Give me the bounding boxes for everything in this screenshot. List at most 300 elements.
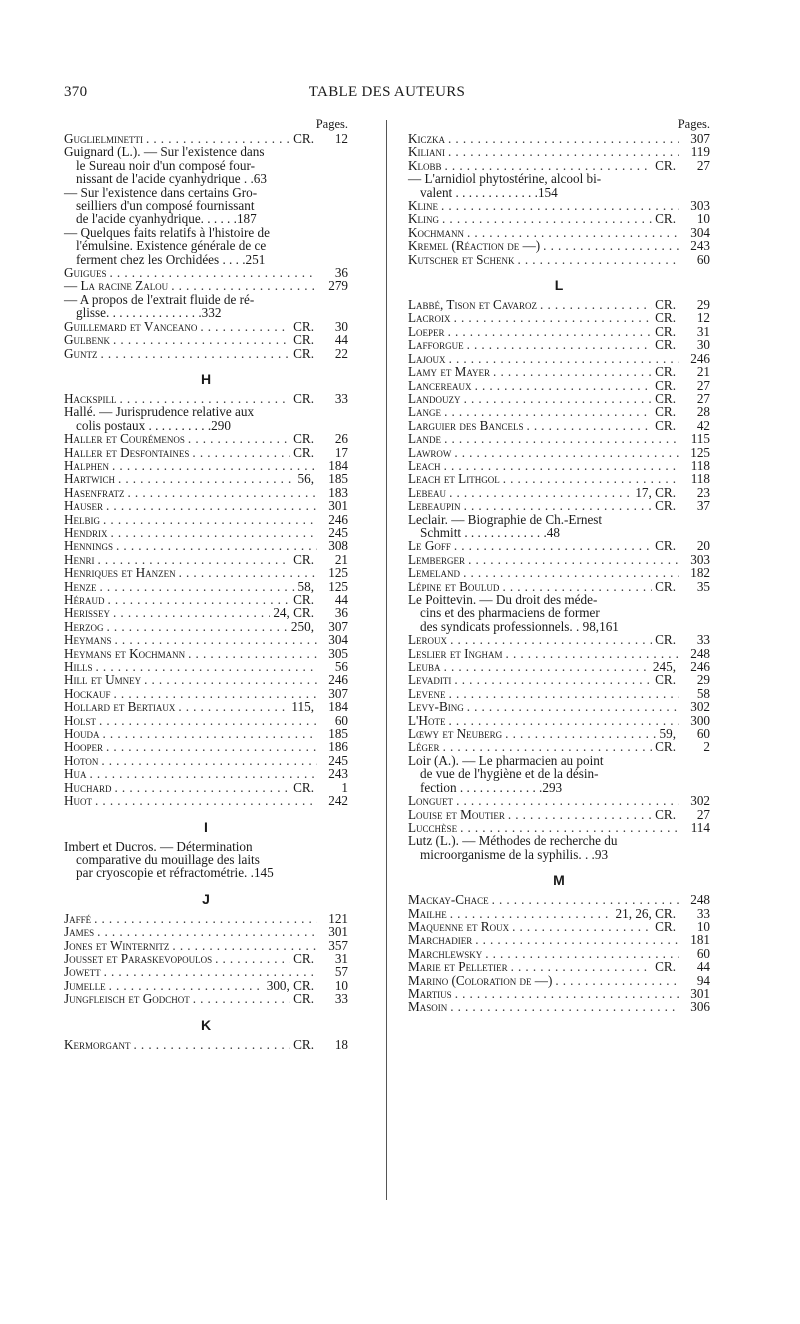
author-name: Henze [64,578,97,594]
dot-leader [215,952,290,965]
page-ref: 301 [690,985,710,1001]
page-ref: 161 [599,618,619,634]
entry-text: Lutz (L.). — Méthodes de recherche du [408,833,618,849]
index-entry [408,660,710,673]
page-ref: 307 [328,685,348,701]
index-entry [64,553,348,566]
author-name: Kiliani [408,144,446,160]
index-entry [64,912,348,925]
index-entry-multiline [408,834,710,861]
dot-leader [454,446,679,459]
page-ref: 184 [328,457,348,473]
page-ref: 293 [542,779,563,795]
index-entry [408,352,710,365]
page-ref: 21 [696,364,710,380]
dot-leader [113,333,290,346]
index-entry [408,432,710,445]
index-entry [64,513,348,526]
entry-mark: CR. [655,157,676,173]
index-entry [408,987,710,1000]
entry-text-line [64,293,348,306]
dot-leader [101,754,317,767]
page-ref: 245 [328,524,348,540]
author-name: Hackspill [64,390,117,406]
author-name: Kline [408,198,439,214]
index-entry [64,320,348,333]
entry-mark: CR. [293,332,314,348]
page-ref: 35 [696,578,710,594]
index-entry [64,965,348,978]
author-name: Kochmann [408,224,465,240]
author-name: Jaffé [64,910,92,926]
dot-leader [178,700,288,713]
dot-leader [442,212,652,225]
index-entry-multiline [408,593,710,633]
index-entry [408,379,710,392]
index-entry-multiline [408,754,710,794]
dot-leader [450,633,652,646]
author-name: Martius [408,985,452,1001]
pages-label: Pages. [677,117,710,131]
dot-leader [485,947,679,960]
index-entry [64,714,348,727]
page-ref: 18 [334,1036,348,1052]
entry-mark: CR. [655,498,676,514]
page-ref: 33 [696,905,710,921]
page-ref: 300 [690,712,710,728]
page-ref: 44 [334,592,348,607]
index-entry [64,727,348,740]
entry-mark: CR. [655,918,676,934]
page-ref: 10 [696,211,710,227]
page-ref: 118 [690,457,710,473]
entry-text-line [64,239,348,252]
dot-leader [200,320,290,333]
page-ref: 332 [201,305,222,321]
index-entry [408,499,710,512]
page-ref: 10 [696,918,710,934]
page-ref: 94 [696,972,710,988]
page-ref: 301 [328,924,348,940]
index-entry [64,486,348,499]
entry-mark: 24, CR. [273,605,314,621]
dot-leader [106,740,317,753]
dot-leader [543,239,679,252]
index-entry [64,279,348,292]
dot-leader [449,687,679,700]
entry-text-line [408,781,710,794]
entry-text-line [64,172,348,185]
page-ref: 115 [690,431,710,447]
page-ref: 60 [334,712,348,728]
page-ref: 186 [328,739,348,755]
entry-text: fection . . . . . . . . . . . . . [420,779,543,795]
author-name: Levene [408,685,446,701]
index-entry [408,933,710,946]
author-name: Jungfleisch et Godchot [64,991,190,1007]
dot-leader [118,472,295,485]
index-entry [408,687,710,700]
index-entry [408,673,710,686]
entry-mark: CR. [655,297,676,313]
page-ref: 145 [253,865,274,881]
dot-leader [115,633,317,646]
index-entry [408,486,710,499]
page-ref: 181 [690,932,710,948]
dot-leader [464,499,653,512]
page-ref: 290 [211,417,231,433]
entry-text: Hallé. — Jurisprudence relative aux [64,404,255,420]
page-ref: 22 [334,345,348,361]
page-ref: 187 [236,211,257,227]
entry-mark: CR. [655,211,676,227]
entry-text: nissant de l'acide cyanhydrique . . [76,171,254,187]
dot-leader [172,939,317,952]
dot-leader [94,912,317,925]
entry-mark: CR. [655,806,676,822]
dot-leader [114,687,317,700]
page-ref: 93 [594,846,609,862]
page-ref: 26 [334,431,348,447]
index-entry-multiline [64,840,348,880]
page-ref: 36 [334,265,348,281]
dot-leader [146,132,290,145]
entry-text-line [408,606,710,619]
author-name: Lancereaux [408,377,472,393]
page-ref: 114 [690,819,710,835]
author-name: Hooper [64,739,104,755]
entry-text: — Quelques faits relatifs à l'histoire de [64,224,270,240]
page-ref: 184 [328,699,348,715]
dot-leader [463,566,679,579]
entry-text: Schmitt . . . . . . . . . . . . . [420,524,547,540]
page-ref: 2 [703,739,710,755]
page-ref: 30 [696,337,710,353]
index-entry [64,580,348,593]
dot-leader [454,311,653,324]
entry-mark: 300, CR. [266,977,314,993]
page-ref: 248 [690,645,710,661]
author-name: Lajoux [408,350,446,366]
dot-leader [444,660,650,673]
dot-leader [511,960,652,973]
author-name: Hoton [64,752,99,768]
dot-leader [444,459,679,472]
author-name: Hendrix [64,524,108,540]
index-entry [408,974,710,987]
author-name: — La racine Zalou [64,278,169,294]
entry-mark: CR. [293,551,314,567]
page-ref: 125 [328,565,348,581]
dot-leader [460,821,679,834]
section-letter: L [554,277,564,294]
entry-mark: CR. [655,390,676,406]
author-name: Lépine et Boulud [408,578,500,594]
index-entry [408,145,710,158]
index-entry-multiline [408,513,710,540]
page-ref: 308 [328,538,348,554]
author-name: Guillemard et Vanceano [64,318,198,334]
index-entry [64,539,348,552]
right-index-list [408,132,710,1014]
page-ref: 27 [696,806,710,822]
entry-mark: CR. [655,377,676,393]
author-name: Heymans et Kochmann [64,645,186,661]
author-name: Huot [64,793,93,809]
index-entry [408,700,710,713]
index-entry [408,446,710,459]
entry-text: le Sureau noir d'un composé four- [76,157,255,173]
author-name: Huchard [64,779,112,795]
author-name: Kutscher et Schenk [408,251,515,267]
entry-mark: CR. [655,310,676,326]
author-name: Hasenfratz [64,484,125,500]
page-ref: 21 [334,551,348,567]
page-ref: 304 [690,224,710,240]
page-ref: 31 [696,323,710,339]
column-divider [386,120,387,1200]
index-entry [408,647,710,660]
section-letter: J [202,890,210,907]
dot-leader [448,132,679,145]
page-ref: 246 [328,511,348,527]
dot-leader [493,365,652,378]
dot-leader [188,647,317,660]
entry-mark: CR. [293,592,314,607]
author-name: Levy-Bing [408,699,464,715]
index-entry [408,132,710,145]
page-ref: 31 [334,950,348,966]
dot-leader [492,893,679,906]
author-name: James [64,924,95,940]
index-entry [64,333,348,346]
author-name: Labbé, Tison et Cavaroz [408,297,538,313]
entry-mark: 21, 26, CR. [615,905,676,921]
entry-text: seilliers d'un composé fournissant [76,198,255,214]
index-entry [408,580,710,593]
author-name: Loeper [408,323,445,339]
entry-text: des syndicats professionnels. . 98, [420,618,600,634]
author-name: Marino (Coloration de —) [408,972,553,988]
dot-leader [111,526,317,539]
entry-mark: 115, [291,699,314,715]
author-name: Guigues [64,265,107,281]
page-ref: 48 [546,524,560,540]
entry-mark: CR. [655,739,676,755]
author-name: Haller et Desfontaines [64,444,190,460]
entry-mark: 59, [659,726,676,742]
page-ref: 20 [696,538,710,554]
index-entry [64,939,348,952]
entry-text: glisse. . . . . . . . . . . . . . . [76,305,202,321]
index-entry [64,673,348,686]
dot-leader [100,580,295,593]
index-entry [64,767,348,780]
index-entry [408,405,710,418]
index-entry [408,821,710,834]
entry-text: cins et des pharmaciens de former [420,605,600,621]
dot-leader [445,159,653,172]
dot-leader [113,606,270,619]
index-entry [408,338,710,351]
page-ref: 185 [328,726,348,742]
page-ref: 30 [334,318,348,334]
author-name: Leroux [408,632,448,648]
page-ref: 303 [690,198,710,214]
dot-leader [193,992,290,1005]
author-name: Leach [408,457,441,473]
dot-leader [115,781,291,794]
index-entry [64,606,348,619]
author-name: Guntz [64,345,98,361]
dot-leader [502,580,652,593]
author-name: Hills [64,659,93,675]
page-ref: 60 [696,726,710,742]
author-name: Halphen [64,457,110,473]
dot-leader [104,965,317,978]
entry-text: — Sur l'existence dans certains Gro- [64,184,258,200]
page-ref: 27 [696,157,710,173]
dot-leader [454,539,652,552]
dot-leader [512,920,652,933]
author-name: Guglielminetti [64,131,144,146]
author-name: Helbig [64,511,101,527]
author-name: Jowett [64,964,101,980]
entry-text-line [408,848,710,861]
entry-text: Guignard (L.). — Sur l'existence dans [64,144,265,160]
dot-leader [456,794,679,807]
dot-leader [448,325,653,338]
dot-leader [450,907,613,920]
dot-leader [444,405,652,418]
entry-mark: CR. [655,364,676,380]
author-name: Herzog [64,618,104,634]
dot-leader [95,794,317,807]
index-entry [408,419,710,432]
entry-text: — A propos de l'extrait fluide de ré- [64,291,255,307]
author-name: Leuba [408,659,441,675]
index-entry [64,459,348,472]
page-ref: 60 [696,251,710,267]
entry-mark: 58, [297,578,314,594]
dot-leader [450,1000,679,1013]
index-entry [64,700,348,713]
dot-leader [506,647,679,660]
page-ref: 29 [696,297,710,313]
section-letter: K [200,1016,212,1033]
entry-text-line [408,513,710,526]
entry-text: Imbert et Ducros. — Détermination [64,838,253,854]
author-name: Hauser [64,498,104,514]
index-entry [64,1038,348,1051]
index-entry [408,947,710,960]
dot-leader [448,145,679,158]
page-ref: 182 [690,565,710,581]
index-entry [64,266,348,279]
dot-leader [110,266,317,279]
dot-leader [112,459,317,472]
author-name: Lafforgue [408,337,464,353]
index-entry [408,893,710,906]
entry-text: de vue de l'hygiène et de la désin- [420,766,599,782]
entry-text: valent . . . . . . . . . . . . . [420,184,538,200]
dot-leader [526,419,652,432]
dot-leader [106,499,317,512]
entry-mark: 17, CR. [635,484,676,500]
index-entry [408,159,710,172]
entry-mark: CR. [293,431,314,447]
page-ref: 33 [696,632,710,648]
page-ref: 183 [328,484,348,500]
page-ref: 12 [334,131,348,146]
page-ref: 33 [334,390,348,406]
page-ref: 243 [690,238,710,254]
entry-text: de l'acide cyanhydrique. . . . . . [76,211,237,227]
page-ref: 279 [328,278,348,294]
dot-leader [517,253,679,266]
entry-text-line [64,419,348,432]
author-name: Larguier des Bancels [408,417,524,433]
index-entry [408,253,710,266]
page-ref: 301 [328,498,348,514]
index-entry [64,392,348,405]
dot-leader [97,925,317,938]
dot-leader [455,987,679,1000]
author-name: Hill et Umney [64,672,142,688]
dot-leader [475,933,679,946]
section-letter: M [553,872,565,889]
dot-leader [171,279,317,292]
entry-text: microorganisme de la syphilis. . . [420,846,595,862]
author-name: Leach et Lithgol [408,471,500,487]
author-name: Houda [64,726,100,742]
author-name: Lamy et Mayer [408,364,491,380]
dot-leader [540,298,652,311]
entry-text: ferment chez les Orchidées . . . . [76,251,246,267]
index-entry [64,781,348,794]
index-entry [408,1000,710,1013]
index-entry [64,432,348,445]
dot-leader [448,714,679,727]
dot-leader [192,446,290,459]
page-ref: 154 [537,184,558,200]
left-column [64,118,348,1051]
entry-mark: CR. [293,950,314,966]
index-entry [408,239,710,252]
dot-leader [467,226,679,239]
author-name: Jumelle [64,977,106,993]
left-index-list [64,132,348,1051]
page-ref: 118 [690,471,710,487]
dot-leader [449,352,679,365]
author-name: Kermorgant [64,1036,131,1052]
entry-text-line [64,186,348,199]
author-name: Klobb [408,157,442,173]
page-ref: 246 [690,350,710,366]
author-name: Jousset et Paraskevopoulos [64,950,213,966]
entry-mark: 250, [290,618,314,634]
index-entry [64,472,348,485]
index-entry [408,727,710,740]
author-name: Longuet [408,793,454,809]
author-name: Marie et Pelletier [408,959,508,975]
page-ref: 125 [690,444,710,460]
page-ref: 12 [696,310,710,326]
index-entry [408,199,710,212]
entry-text: colis postaux . . . . . . . . . . [76,417,212,433]
entry-text-line [64,405,348,418]
index-entry [64,620,348,633]
